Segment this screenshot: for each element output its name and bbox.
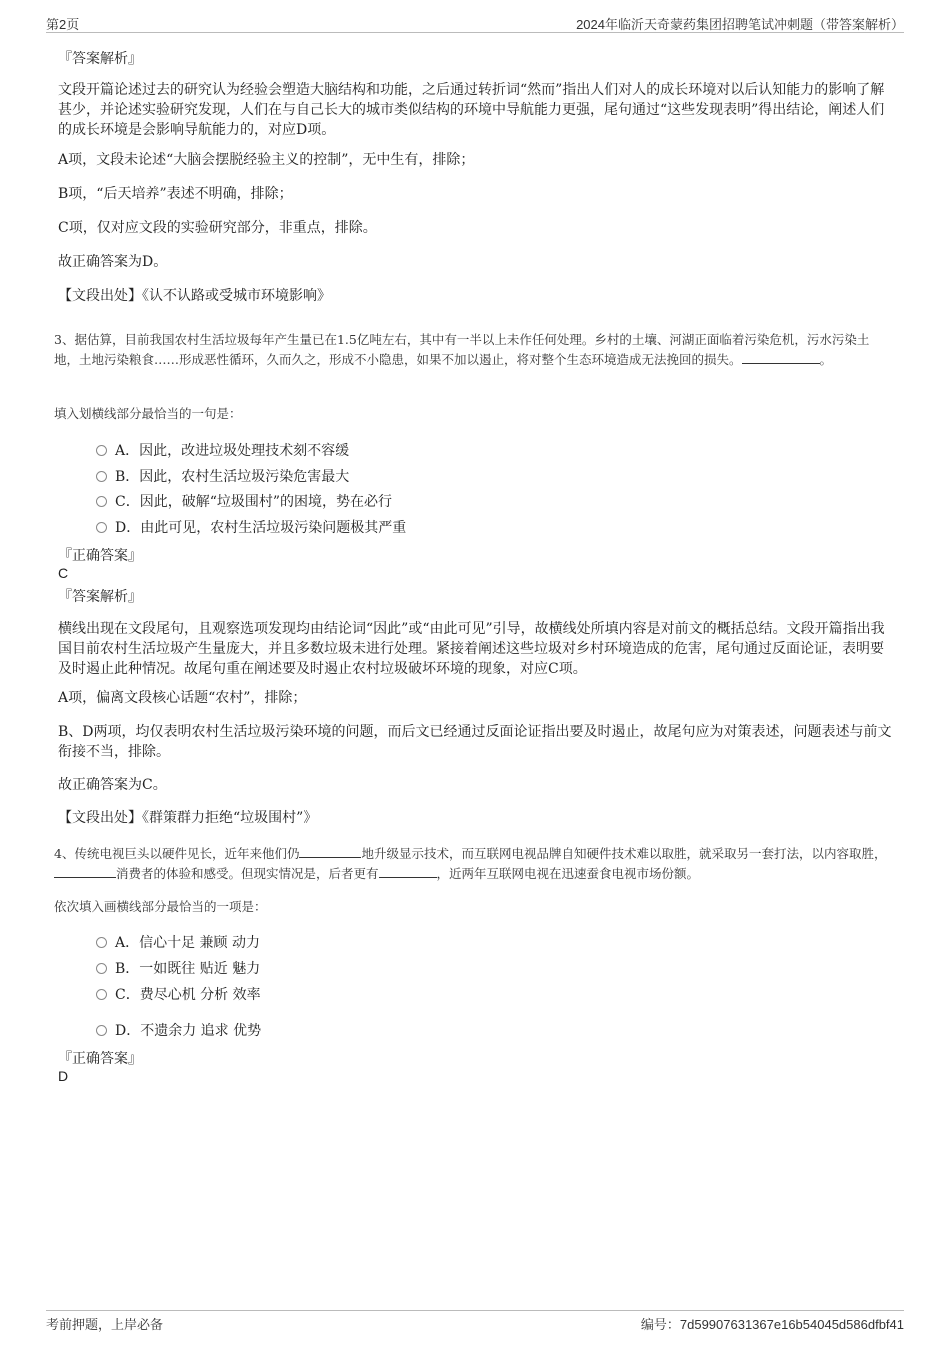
page-footer [46, 1314, 904, 1334]
document-id: 编号：7d59907631367e16b54045d586dfbf41 [640, 1317, 904, 1332]
option-label: D．不遗余力 追求 优势 [115, 1023, 262, 1039]
q4-stem-part: 4、传统电视巨头以硬件见长，近年来他们仍 [54, 846, 300, 861]
q2-analysis-a: A项，文段未论述“大脑会摆脱经验主义的控制”，无中生有，排除； [58, 152, 475, 168]
q3-blank [742, 349, 820, 364]
q3-analysis-a: A项，偏离文段核心话题“农村”，排除； [58, 690, 307, 706]
radio-icon[interactable] [96, 496, 107, 507]
radio-icon[interactable] [96, 937, 107, 948]
page-header [46, 14, 904, 34]
q3-stem-end: 。 [819, 352, 833, 367]
radio-icon[interactable] [96, 471, 107, 482]
option-label: A．信心十足 兼顾 动力 [115, 935, 261, 951]
page-number: 第2页 [46, 17, 80, 32]
q3-source: 【文段出处】《群策群力拒绝“垃圾围村”》 [58, 810, 318, 826]
q4-option-b[interactable] [96, 958, 260, 980]
q4-option-c[interactable] [96, 984, 261, 1006]
radio-icon[interactable] [96, 522, 107, 533]
q2-analysis-text: 文段开篇论述过去的研究认为经验会塑造大脑结构和功能，之后通过转折词“然而”指出人们对人的成长环境对以后认知能力的影响了解甚少，并论述实验研究发现，人们在与自己长大的城市类似结构的环境中导航能力更强，尾句通过“这些发现表明”得出结论，阐述人们的成长环境是会影响导航能力的，对应D项。 [58, 82, 885, 138]
q3-answer: C [58, 565, 69, 581]
q3-prompt: 填入划横线部分最恰当的一句是： [54, 406, 242, 421]
option-label: C．费尽心机 分析 效率 [115, 987, 261, 1003]
option-label: B．因此，农村生活垃圾污染危害最大 [115, 469, 350, 485]
radio-icon[interactable] [96, 1025, 107, 1036]
q3-analysis-text: 横线出现在文段尾句，且观察选项发现均由结论词“因此”或“由此可见”引导，故横线处所填内容是对前文的概括总结。文段开篇指出我国目前农村生活垃圾产生量庞大，并且多数垃圾未进行处理。紧接着阐述这些垃圾对乡村环境造成的危害，尾句通过反面论证，表明要及时遏止此种情况。故尾句重在阐述要及时遏止农村垃圾破坏环境的现象，对应C项。 [58, 621, 885, 677]
header-divider [46, 32, 904, 33]
q2-analysis-b: B项，“后天培养”表述不明确，排除； [58, 186, 293, 202]
radio-icon[interactable] [96, 989, 107, 1000]
q2-source: 【文段出处】《认不认路或受城市环境影响》 [58, 288, 331, 304]
radio-icon[interactable] [96, 445, 107, 456]
q3-option-a[interactable] [96, 440, 349, 462]
q2-analysis-c: C项，仅对应文段的实验研究部分，非重点，排除。 [58, 220, 377, 236]
q4-answer: D [58, 1068, 69, 1084]
q3-answer-label: 『正确答案』 [58, 548, 142, 564]
q3-option-b[interactable] [96, 466, 349, 488]
q4-option-a[interactable] [96, 932, 260, 954]
q4-stem-part: 消费者的体验和感受。但现实情况是，后者更有 [116, 866, 379, 881]
footer-slogan: 考前押题，上岸必备 [46, 1317, 164, 1332]
q4-stem-part: ，近两年互联网电视在迅速蚕食电视市场份额。 [436, 866, 700, 881]
option-label: C．因此，破解“垃圾围村”的困境，势在必行 [115, 494, 393, 510]
q3-analysis-label: 『答案解析』 [58, 589, 142, 605]
document-title: 2024年临沂天奇蒙药集团招聘笔试冲刺题（带答案解析） [576, 17, 904, 32]
q3-stem-text: 3、据估算，目前我国农村生活垃圾每年产生量已在1.5亿吨左右，其中有一半以上未作任何处理。乡村的土壤、河湖正面临着污染危机，污水污染土地，土地污染粮食……形成恶性循环，久而久之，形成不小隐患，如果不加以遏止，将对整个生态环境造成无法挽回的损失。 [54, 332, 870, 367]
q3-stem [54, 330, 892, 369]
q4-stem [54, 843, 892, 883]
q4-option-d[interactable] [96, 1020, 261, 1042]
q4-prompt: 依次填入画横线部分最恰当的一项是： [54, 899, 267, 914]
q2-analysis-label: 『答案解析』 [58, 51, 142, 67]
q3-conclusion: 故正确答案为C。 [58, 777, 167, 793]
q2-conclusion: 故正确答案为D。 [58, 254, 168, 270]
q3-option-c[interactable] [96, 491, 392, 513]
option-label: D．由此可见，农村生活垃圾污染问题极其严重 [115, 520, 407, 536]
q3-option-d[interactable] [96, 517, 406, 539]
q4-answer-label: 『正确答案』 [58, 1051, 142, 1067]
q4-stem-part: 地升级显示技术，而互联网电视品牌自知硬件技术难以取胜，就采取另一套打法，以内容取胜， [361, 846, 887, 861]
option-label: B．一如既往 贴近 魅力 [115, 961, 261, 977]
q4-blank-2 [54, 863, 116, 878]
q4-blank-3 [379, 863, 437, 878]
option-label: A．因此，改进垃圾处理技术刻不容缓 [115, 443, 350, 459]
q4-blank-1 [299, 843, 361, 858]
q3-analysis-bd: B、D两项，均仅表明农村生活垃圾污染环境的问题，而后文已经通过反面论证指出要及时遏止，故尾句应为对策表述，问题表述与前文衔接不当，排除。 [58, 724, 892, 760]
footer-divider [46, 1310, 904, 1311]
radio-icon[interactable] [96, 963, 107, 974]
